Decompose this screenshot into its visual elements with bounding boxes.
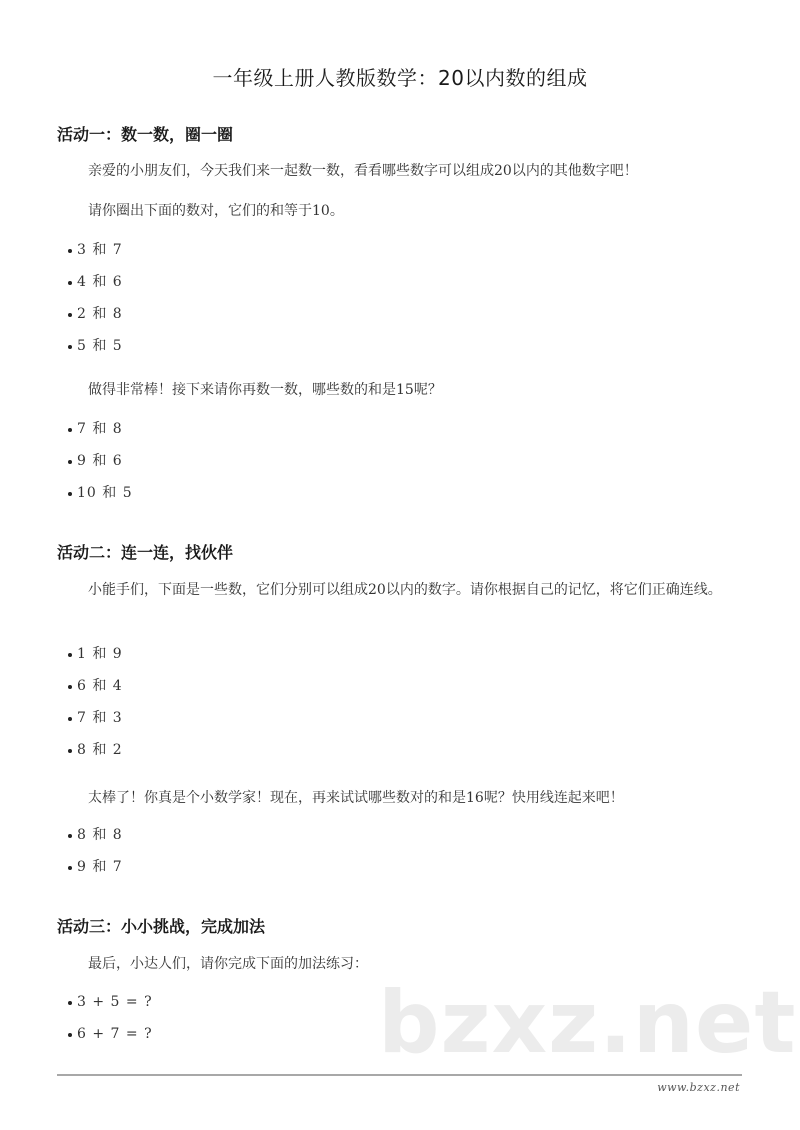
list-item: 8 和 2 (77, 742, 123, 758)
list-item: 9 和 7 (77, 859, 123, 875)
activity1-heading: 活动一：数一数，圈一圈 (57, 125, 234, 144)
watermark-text: bzxz.net (378, 973, 797, 1073)
activity1-followup: 做得非常棒！接下来请你再数一数，哪些数的和是15呢？ (88, 382, 442, 398)
activity1-instruction: 请你圈出下面的数对，它们的和等于10。 (88, 203, 344, 219)
activity2-followup: 太棒了！你真是个小数学家！现在，再来试试哪些数对的和是16呢？快用线连起来吧！ (88, 790, 624, 806)
list-item: 3 和 7 (77, 242, 123, 258)
list-item: 9 和 6 (77, 453, 123, 469)
activity2-heading: 活动二：连一连，找伙伴 (57, 543, 234, 562)
activity3-heading: 活动三：小小挑战，完成加法 (57, 917, 266, 936)
list-item: 10 和 5 (77, 485, 133, 501)
activity1-intro: 亲爱的小朋友们，今天我们来一起数一数，看看哪些数字可以组成20以内的其他数字吧！ (88, 163, 638, 179)
document-title: 一年级上册人教版数学：20以内数的组成 (212, 66, 588, 90)
list-item: 4 和 6 (77, 274, 123, 290)
list-item: 3 + 5 = ? (77, 994, 153, 1010)
list-item: 5 和 5 (77, 338, 123, 354)
list-item: 6 和 4 (77, 678, 123, 694)
list-item: 8 和 8 (77, 827, 123, 843)
footer-url: www.bzxz.net (657, 1081, 740, 1094)
list-item: 7 和 3 (77, 710, 123, 726)
list-item: 6 + 7 = ? (77, 1026, 153, 1042)
activity2-intro: 小能手们，下面是一些数，它们分别可以组成20以内的数字。请你根据自己的记忆，将它们正确连线。 (88, 582, 722, 598)
activity3-intro: 最后，小达人们，请你完成下面的加法练习： (88, 956, 368, 972)
list-item: 2 和 8 (77, 306, 123, 322)
list-item: 7 和 8 (77, 421, 123, 437)
list-item: 1 和 9 (77, 646, 123, 662)
footer-divider (57, 1074, 742, 1076)
